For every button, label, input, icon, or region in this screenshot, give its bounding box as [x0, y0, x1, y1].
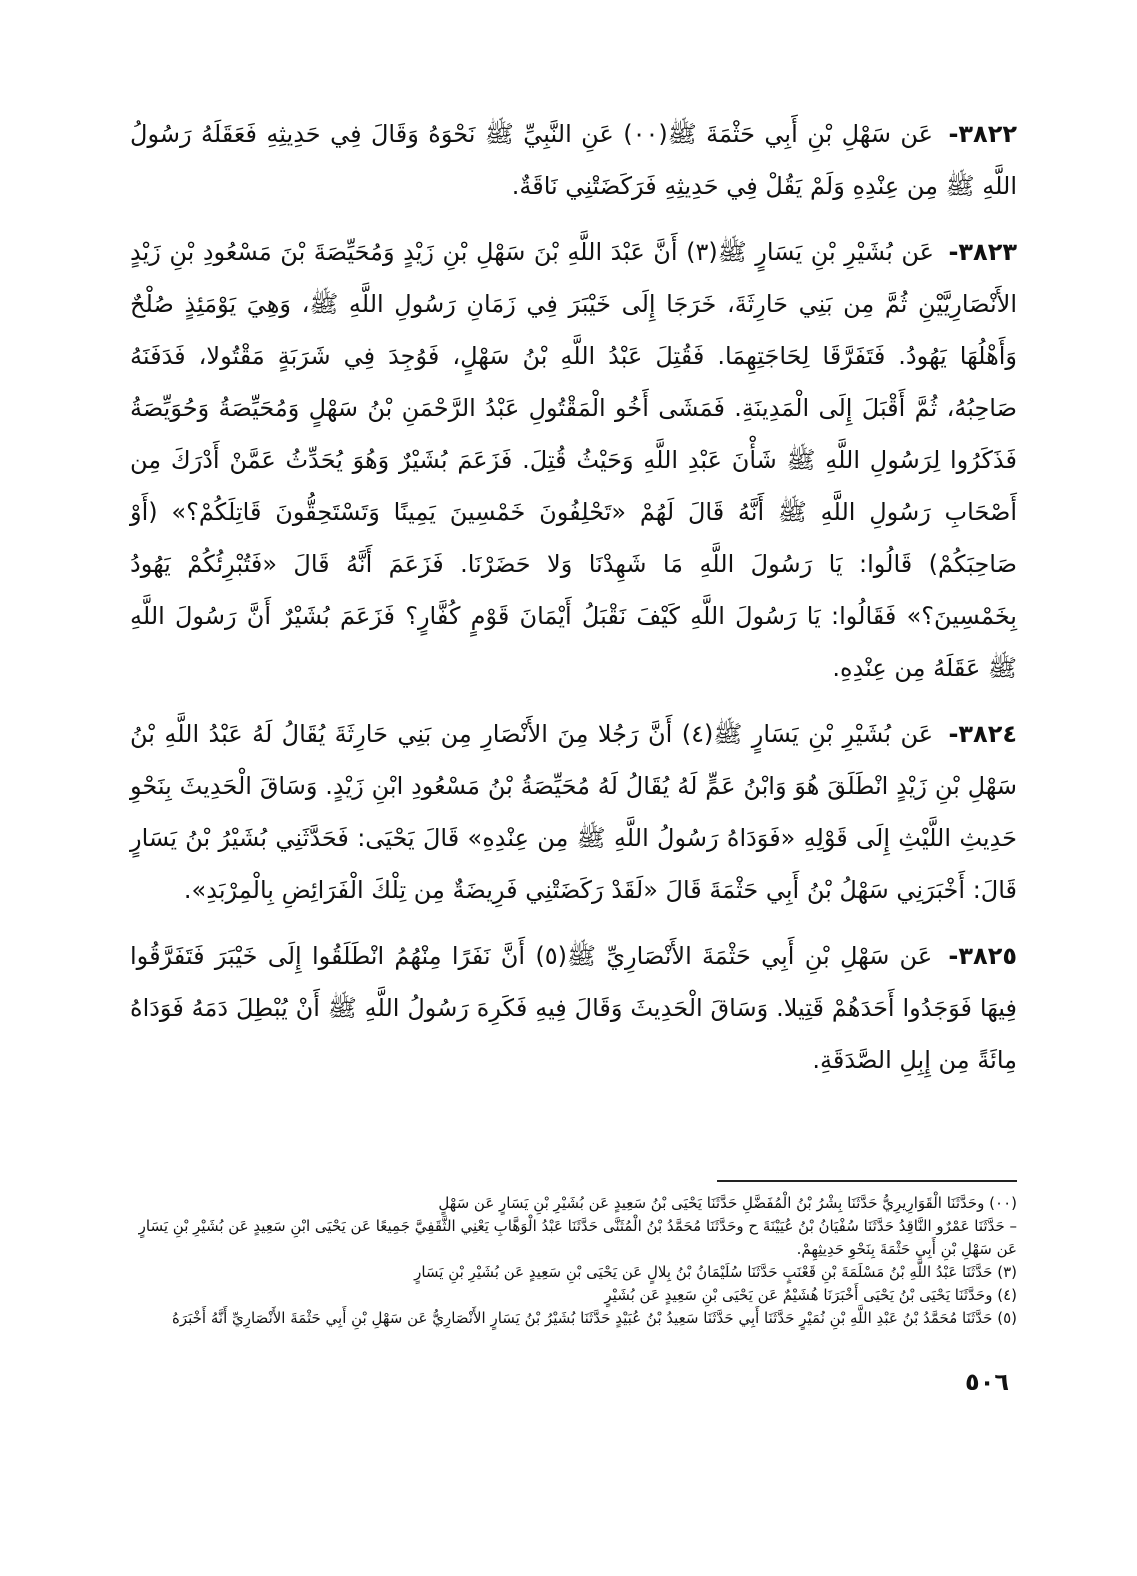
footnote-4: (٤) وحَدَّثَنَا يَحْيَى بْنُ يَحْيَى أَخْبَرَنَا هُشَيْمٌ عَن يَحْيَى بْنِ سَعِيدٍ عَن بُشَيْرٍ	[604, 1286, 1017, 1304]
hadith-number: ٣٨٢٢-	[948, 120, 1017, 148]
hadith-body	[130, 108, 1017, 1100]
footnotes	[130, 1192, 1017, 1330]
hadith-3823	[130, 226, 1017, 694]
hadith-number: ٣٨٢٣-	[948, 238, 1017, 266]
hadith-3825	[130, 930, 1017, 1086]
hadith-text: عَن بُشَيْرِ بْنِ يَسَارٍ ﷺ(٤) أَنَّ رَجُلا مِنَ الأَنْصَارِ مِن بَنِي حَارِثَةَ يُقَالُ لَهُ عَبْدُ اللَّهِ بْنُ سَهْلِ بْنِ زَيْدٍ انْطَلَقَ هُوَ وَابْنُ عَمٍّ لَهُ يُقَالُ لَهُ مُحَيِّصَةُ بْنُ مَسْعُودِ ابْنِ زَيْدٍ. وَسَاقَ الْحَدِيثَ بِنَحْوِ حَدِيثِ اللَّيْثِ إِلَى قَوْلِهِ «فَوَدَاهُ رَسُولُ اللَّهِ ﷺ مِن عِنْدِهِ» قَالَ يَحْيَى: فَحَدَّثَنِي بُشَيْرُ بْنُ يَسَارٍ قَالَ: أَخْبَرَنِي سَهْلُ بْنُ أَبِي حَثْمَةَ قَالَ «لَقَدْ رَكَضَتْنِي فَرِيضَةٌ مِن تِلْكَ الْفَرَائِضِ بِالْمِرْبَدِ».	[130, 720, 1017, 904]
hadith-text: عَن بُشَيْرِ بْنِ يَسَارٍ ﷺ(٣) أَنَّ عَبْدَ اللَّهِ بْنَ سَهْلِ بْنِ زَيْدٍ وَمُحَيِّصَةَ بْنَ مَسْعُودِ بْنِ زَيْدٍ الأَنْصَارِيَّيْنِ ثُمَّ مِن بَنِي حَارِثَةَ، خَرَجَا إِلَى خَيْبَرَ فِي زَمَانِ رَسُولِ اللَّهِ ﷺ، وَهِيَ يَوْمَئِذٍ صُلْحٌ وَأَهْلُهَا يَهُودُ. فَتَفَرَّقَا لِحَاجَتِهِمَا. فَقُتِلَ عَبْدُ اللَّهِ بْنُ سَهْلٍ، فَوُجِدَ فِي شَرَبَةٍ مَقْتُولا، فَدَفَنَهُ صَاحِبُهُ، ثُمَّ أَقْبَلَ إِلَى الْمَدِينَةِ. فَمَشَى أَخُو الْمَقْتُولِ عَبْدُ الرَّحْمَنِ بْنُ سَهْلٍ وَمُحَيِّصَةُ وَحُوَيِّصَةُ فَذَكَرُوا لِرَسُولِ اللَّهِ ﷺ شَأْنَ عَبْدِ اللَّهِ وَحَيْثُ قُتِلَ. فَزَعَمَ بُشَيْرٌ وَهُوَ يُحَدِّثُ عَمَّنْ أَدْرَكَ مِن أَصْحَابِ رَسُولِ اللَّهِ ﷺ أَنَّهُ قَالَ لَهُمْ «تَحْلِفُونَ خَمْسِينَ يَمِينًا وَتَسْتَحِقُّونَ قَاتِلَكُمْ؟» (أَوْ صَاحِبَكُمْ) قَالُوا: يَا رَسُولَ اللَّهِ مَا شَهِدْنَا وَلا حَضَرْنَا. فَزَعَمَ أَنَّهُ قَالَ «فَتُبْرِئُكُمْ يَهُودُ بِخَمْسِينَ؟» فَقَالُوا: يَا رَسُولَ اللَّهِ كَيْفَ نَقْبَلُ أَيْمَانَ قَوْمٍ كُفَّارٍ؟ فَزَعَمَ بُشَيْرٌ أَنَّ رَسُولَ اللَّهِ ﷺ عَقَلَهُ مِن عِنْدِهِ.	[130, 238, 1017, 682]
footnote-00-continued: – حَدَّثَنَا عَمْرٌو النَّاقِدُ حَدَّثَنَا سُفْيَانُ بْنُ عُيَيْنَةَ ح وحَدَّثَنَا مُحَمَّدُ بْنُ الْمُثَنَّى حَدَّثَنَا عَبْدُ الْوَهَّابِ يَعْنِي الثَّقَفِيَّ جَمِيعًا عَن يَحْيَى ابْنِ سَعِيدٍ عَن بُشَيْرِ بْنِ يَسَارٍ عَن سَهْلِ بْنِ أَبِي حَثْمَةَ بِنَحْوِ حَدِيثِهِمْ.	[138, 1217, 1017, 1258]
footnote-00: (٠٠) وحَدَّثَنَا الْقَوَارِيرِيُّ حَدَّثَنَا بِشْرُ بْنُ الْمُفَضَّلِ حَدَّثَنَا يَحْيَى بْنُ سَعِيدٍ عَن بُشَيْرِ بْنِ يَسَارٍ عَن سَهْلٍ	[438, 1194, 1017, 1212]
hadith-number: ٣٨٢٥-	[948, 942, 1017, 970]
hadith-number: ٣٨٢٤-	[948, 720, 1017, 748]
footnote-divider	[717, 1180, 1017, 1182]
footnote-3: (٣) حَدَّثَنَا عَبْدُ اللَّهِ بْنُ مَسْلَمَةَ بْنِ قَعْنَبٍ حَدَّثَنَا سُلَيْمَانُ بْنُ بِلالٍ عَن يَحْيَى بْنِ سَعِيدٍ عَن بُشَيْرِ بْنِ يَسَارٍ	[414, 1263, 1017, 1281]
hadith-3824	[130, 708, 1017, 916]
hadith-text: عَن سَهْلِ بْنِ أَبِي حَثْمَةَ الأَنْصَارِيِّ ﷺ(٥) أَنَّ نَفَرًا مِنْهُمُ انْطَلَقُوا إِلَى خَيْبَرَ فَتَفَرَّقُوا فِيهَا فَوَجَدُوا أَحَدَهُمْ قَتِيلا. وَسَاقَ الْحَدِيثَ وَقَالَ فِيهِ فَكَرِهَ رَسُولُ اللَّهِ ﷺ أَنْ يُبْطِلَ دَمَهُ فَوَدَاهُ مِائَةً مِن إِبِلِ الصَّدَقَةِ.	[130, 942, 1017, 1074]
footnote-5: (٥) حَدَّثَنَا مُحَمَّدُ بْنُ عَبْدِ اللَّهِ بْنِ نُمَيْرٍ حَدَّثَنَا أَبِي حَدَّثَنَا سَعِيدُ بْنُ عُبَيْدٍ حَدَّثَنَا بُشَيْرُ بْنُ يَسَارٍ الأَنْصَارِيُّ عَن سَهْلِ بْنِ أَبِي حَثْمَةَ الأَنْصَارِيِّ أَنَّهُ أَخْبَرَهُ	[171, 1309, 1017, 1327]
page-number: ٥٠٦	[965, 1368, 1009, 1396]
hadith-text: عَن سَهْلِ بْنِ أَبِي حَثْمَةَ ﷺ(٠٠) عَنِ النَّبِيِّ ﷺ نَحْوَهُ وَقَالَ فِي حَدِيثِهِ فَعَقَلَهُ رَسُولُ اللَّهِ ﷺ مِن عِنْدِهِ وَلَمْ يَقُلْ فِي حَدِيثِهِ فَرَكَضَتْنِي نَاقَةٌ.	[130, 120, 1017, 200]
hadith-3822	[130, 108, 1017, 212]
